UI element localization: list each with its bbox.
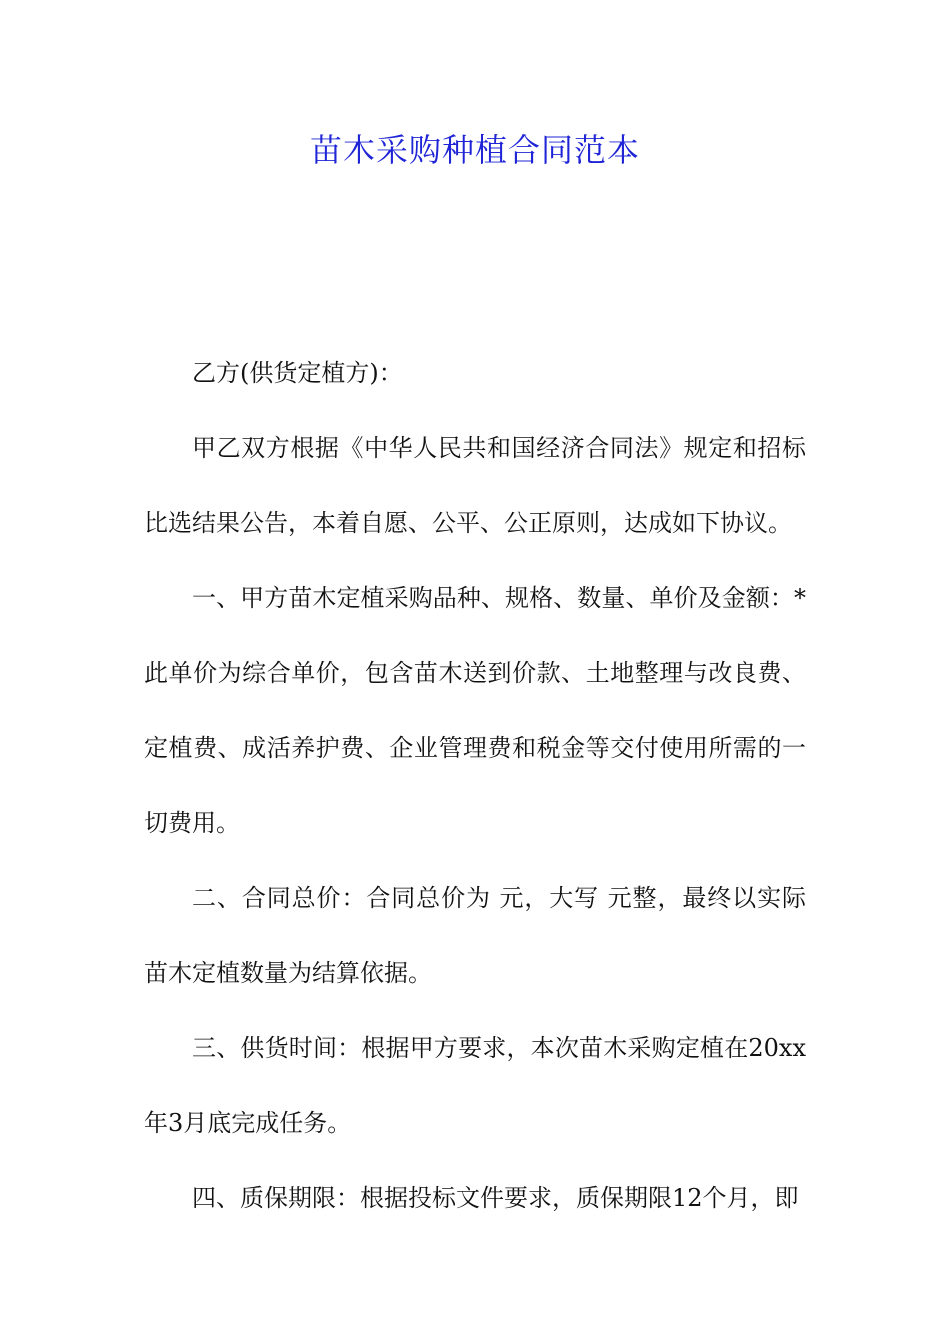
paragraph-clause-1: 一、甲方苗木定植采购品种、规格、数量、单价及金额：*此单价为综合单价，包含苗木送到价款、土地整理与改良费、定植费、成活养护费、企业管理费和税金等交付使用所需的一切费用。 bbox=[144, 584, 806, 837]
document-body bbox=[144, 336, 806, 1236]
paragraph-clause-2: 二、合同总价：合同总价为 元，大写 元整，最终以实际苗木定植数量为结算依据。 bbox=[144, 884, 806, 987]
paragraph-party-b: 乙方(供货定植方)： bbox=[192, 359, 403, 387]
paragraph-clause-3: 三、供货时间：根据甲方要求，本次苗木采购定植在20xx年3月底完成任务。 bbox=[144, 1034, 806, 1137]
document-title: 苗木采购种植合同范本 bbox=[309, 131, 640, 169]
paragraph-intro: 甲乙双方根据《中华人民共和国经济合同法》规定和招标比选结果公告，本着自愿、公平、公正原则，达成如下协议。 bbox=[144, 434, 806, 537]
paragraph-clause-4: 四、质保期限：根据投标文件要求，质保期限12个月，即 bbox=[192, 1184, 799, 1212]
